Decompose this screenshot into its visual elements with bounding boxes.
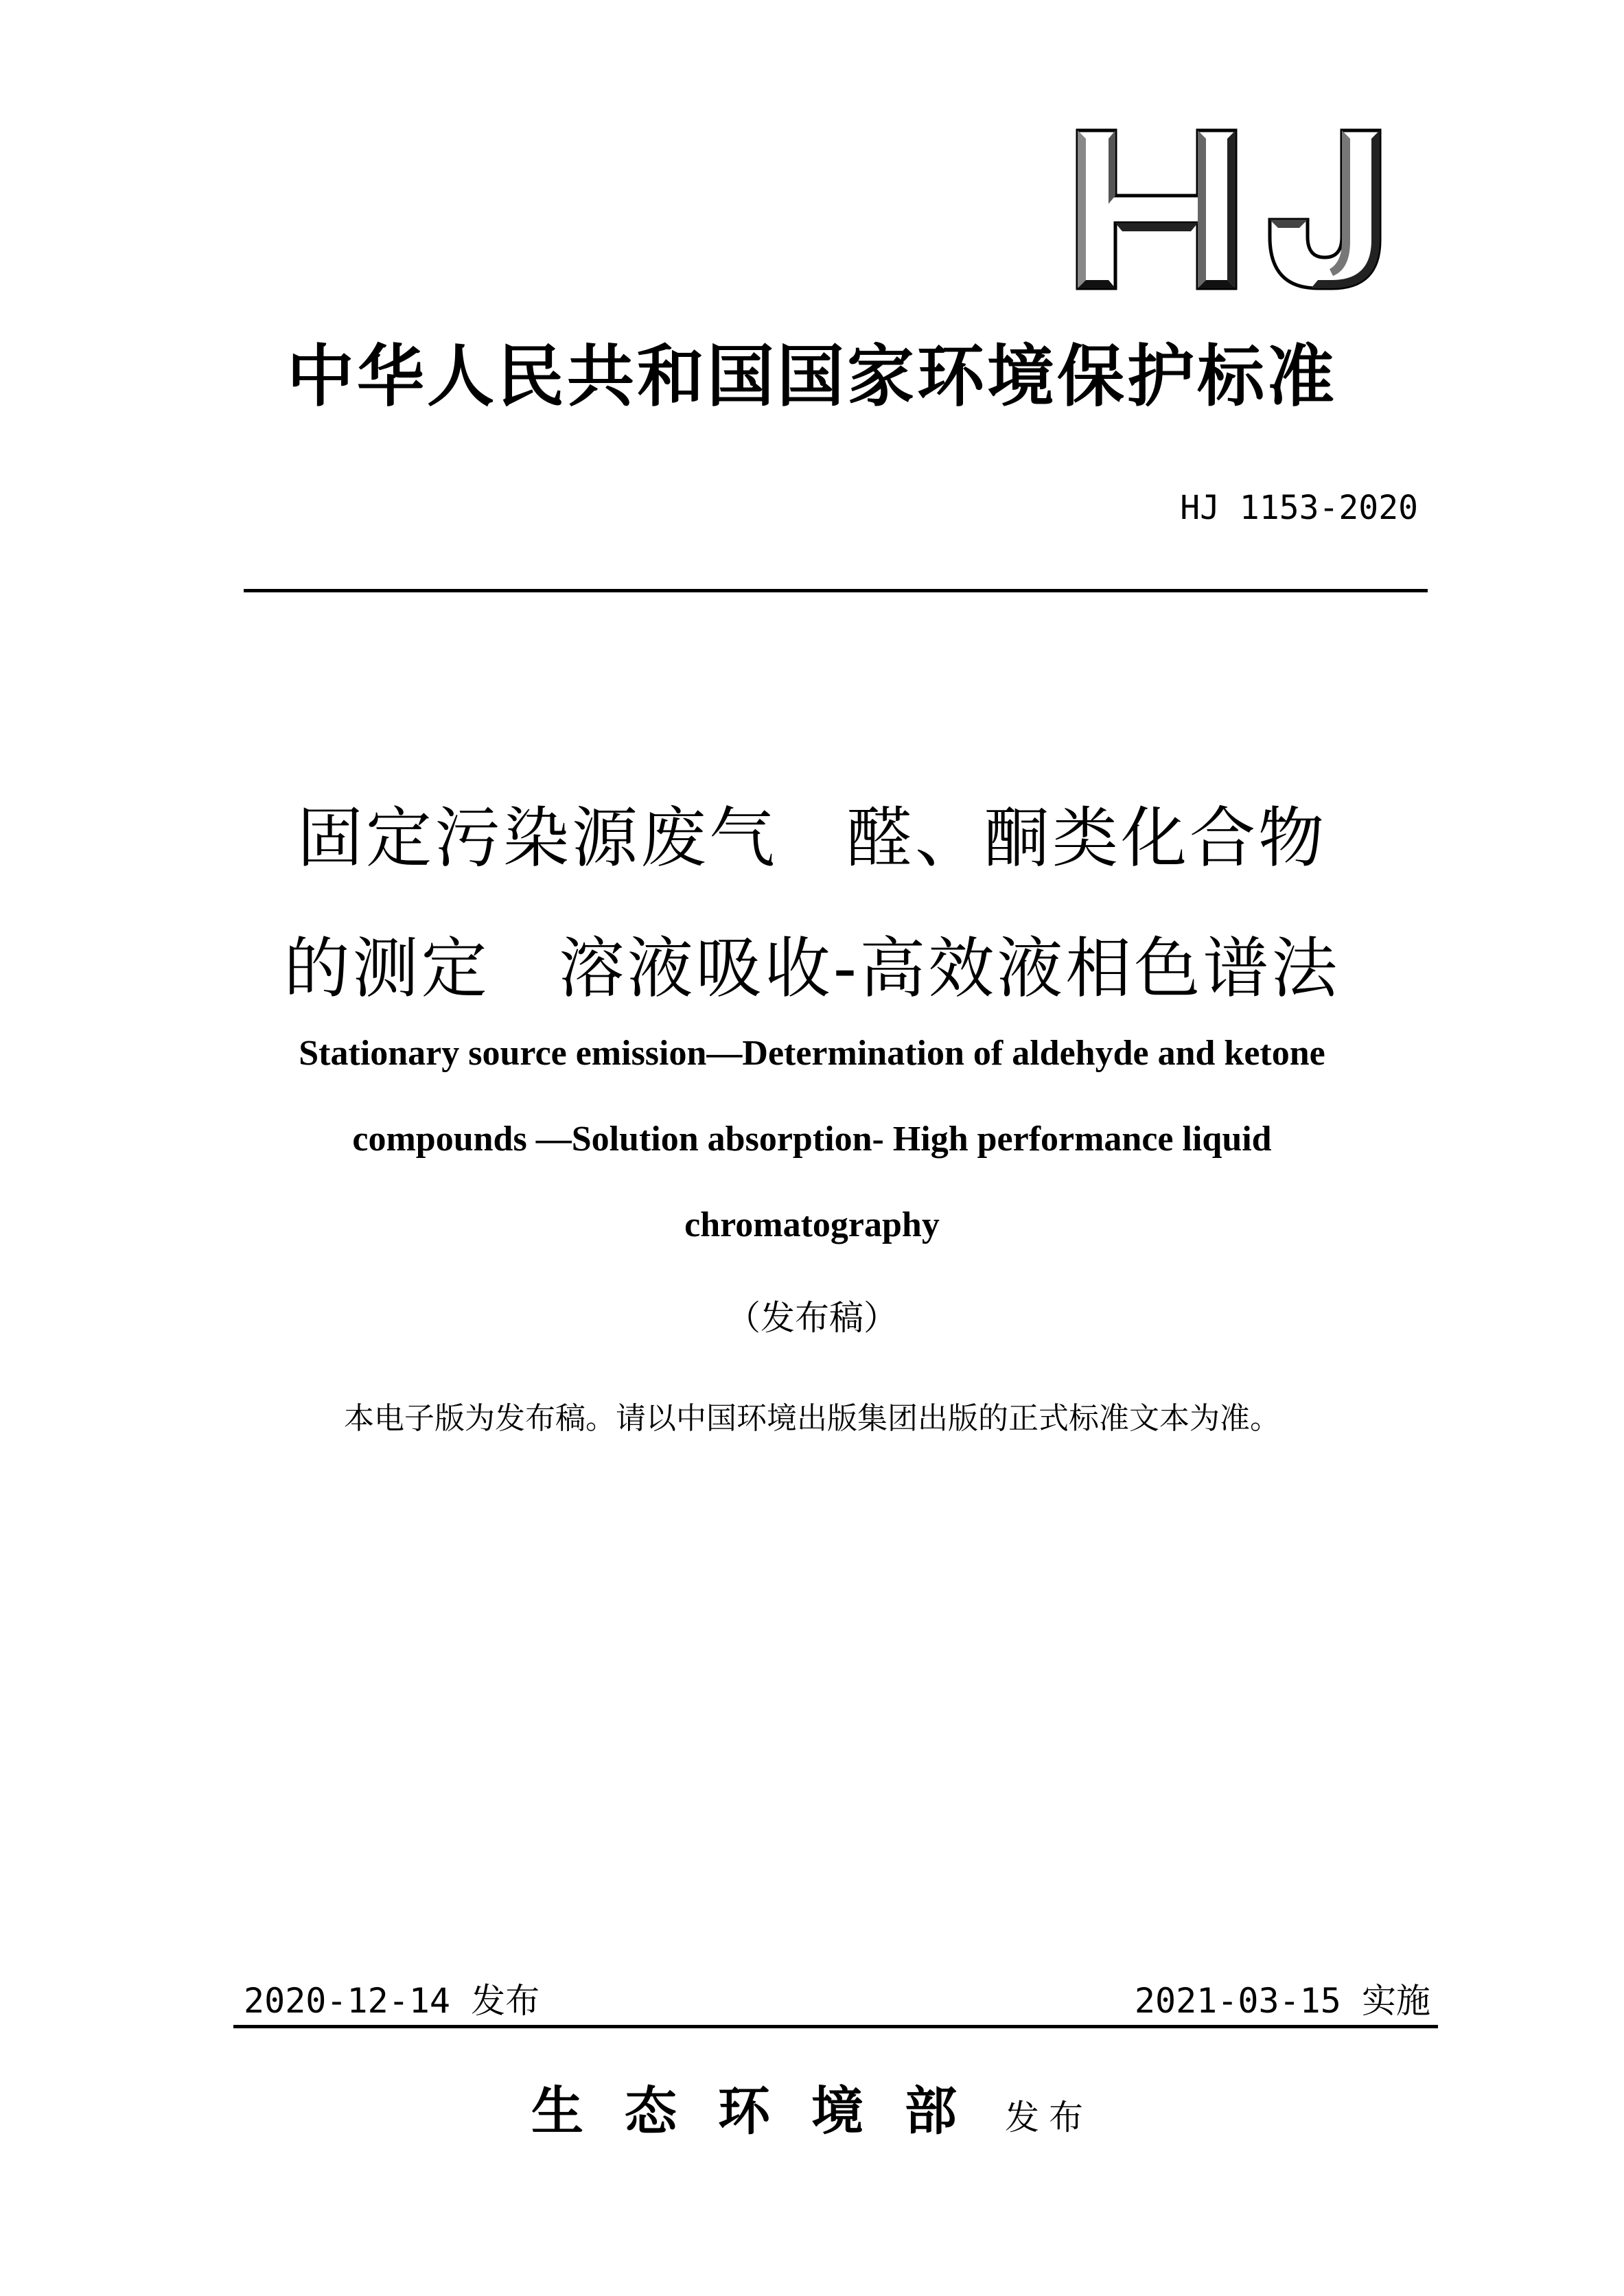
title-zh-line-2: 的测定 溶液吸收-高效液相色谱法 bbox=[283, 930, 1341, 1007]
title-zh-line-1: 固定污染源废气 醛、酮类化合物 bbox=[297, 800, 1327, 877]
publisher-name: 生态环境部 bbox=[531, 2080, 998, 2142]
publish-word: 发布 bbox=[1005, 2098, 1093, 2137]
title-en-line-1: Stationary source emission—Determination of aldehyde and ketone bbox=[299, 1034, 1325, 1073]
standard-code: HJ 1153-2020 bbox=[1180, 489, 1418, 527]
footer-divider bbox=[233, 2025, 1438, 2028]
title-en-line-2: compounds —Solution absorption- High performance liquid bbox=[352, 1120, 1272, 1159]
publisher-line bbox=[0, 2069, 1624, 2144]
header-divider bbox=[244, 589, 1428, 592]
logo-letter-j bbox=[1270, 130, 1380, 288]
implement-date: 2021-03-15 实施 bbox=[1134, 1981, 1430, 2021]
edition-note: 本电子版为发布稿。请以中国环境出版集团出版的正式标准文本为准。 bbox=[344, 1401, 1280, 1436]
standard-org-title: 中华人民共和国国家环境保护标准 bbox=[286, 337, 1337, 416]
logo-letter-h bbox=[1078, 130, 1236, 288]
draft-note: （发布稿） bbox=[726, 1298, 898, 1338]
title-en-line-3: chromatography bbox=[684, 1205, 940, 1244]
issue-date: 2020-12-14 发布 bbox=[244, 1981, 540, 2021]
hj-logo bbox=[1071, 124, 1393, 295]
